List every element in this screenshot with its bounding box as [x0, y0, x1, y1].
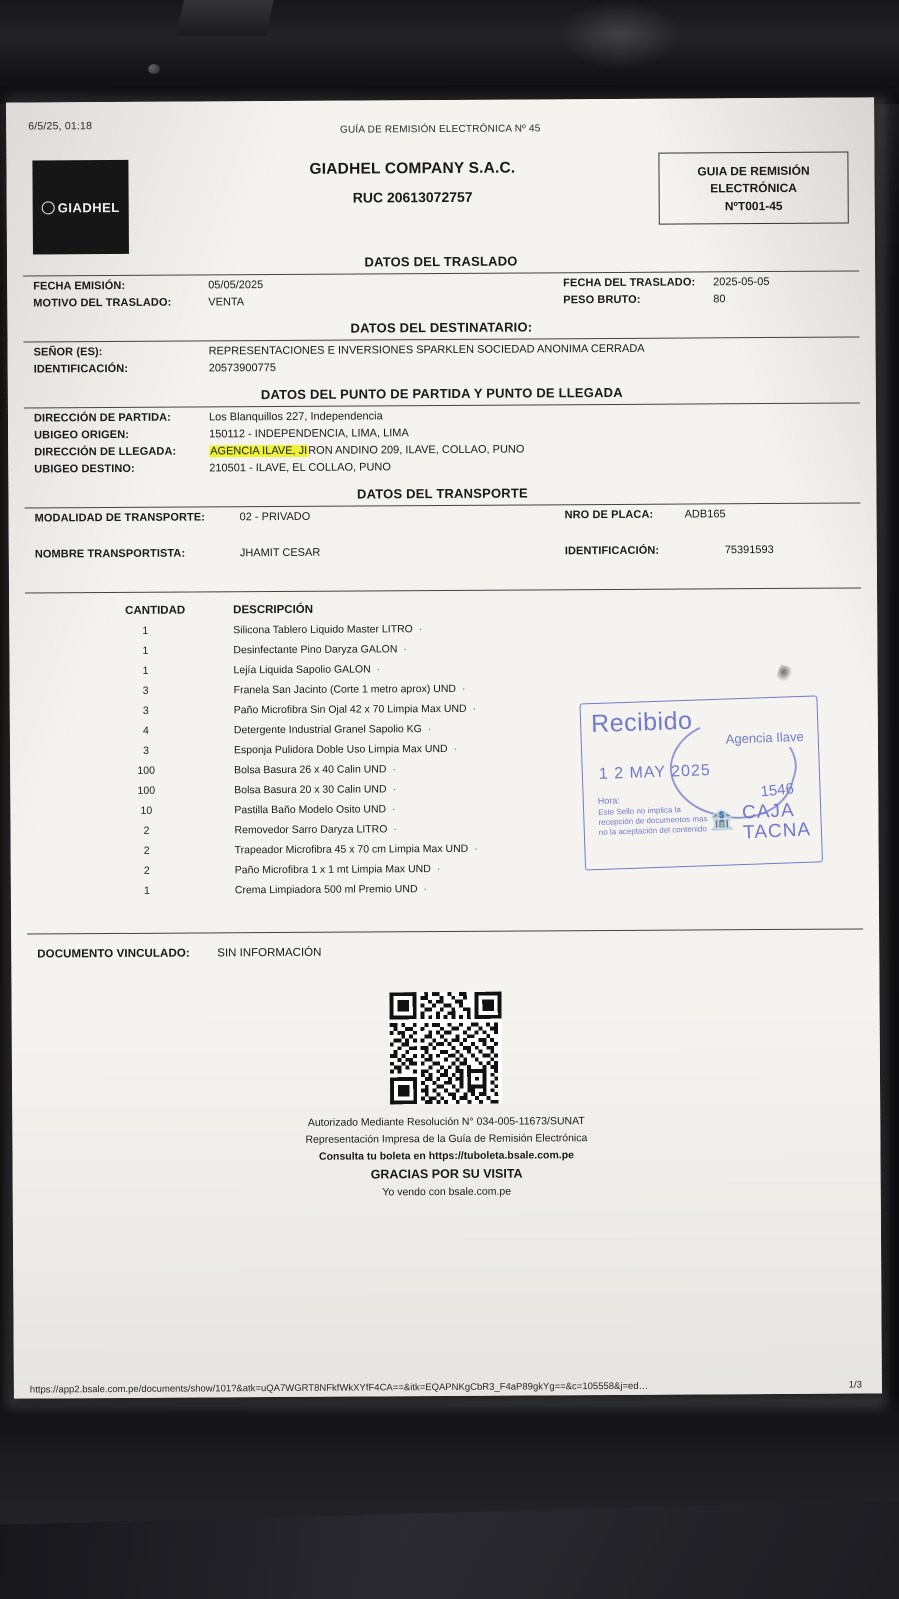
direccion-llegada-highlight: AGENCIA ILAVE, JI — [210, 444, 308, 458]
print-page-title: GUÍA DE REMISIÓN ELECTRÓNICA Nº 45 — [339, 123, 541, 136]
ubigeo-destino-label: UBIGEO DESTINO: — [34, 462, 135, 476]
item-desc: Bolsa Basura 20 x 30 Calin UND · — [234, 783, 396, 796]
footer-bsale: Yo vendo con bsale.com.pe — [382, 1185, 512, 1199]
item-desc: Bolsa Basura 26 x 40 Calin UND · — [234, 763, 396, 776]
items-table — [25, 600, 863, 905]
light-glare — [560, 0, 680, 70]
item-qty: 3 — [142, 704, 149, 717]
fecha-emision-label: FECHA EMISIÓN: — [33, 279, 126, 293]
stamp-title: Recibido — [590, 706, 693, 739]
stamp-handwritten-number: 1546 — [759, 780, 795, 801]
seat-surface — [0, 1399, 899, 1599]
fecha-traslado-value: 2025-05-05 — [713, 276, 770, 289]
item-qty: 100 — [137, 764, 155, 777]
qr-code-wrap — [27, 989, 864, 1106]
item-qty: 1 — [142, 624, 149, 637]
section-title-puntos: DATOS DEL PUNTO DE PARTIDA Y PUNTO DE LLEGADA — [260, 384, 623, 403]
section-title-transporte: DATOS DEL TRANSPORTE — [356, 485, 528, 502]
transportista-value: JHAMIT CESAR — [239, 546, 321, 560]
ubigeo-origen-value: 150112 - INDEPENDENCIA, LIMA, LIMA — [209, 427, 409, 441]
ubigeo-destino-value: 210501 - ILAVE, EL COLLAO, PUNO — [209, 461, 391, 475]
item-desc: Paño Microfibra Sin Ojal 42 x 70 Limpia Max UND · — [234, 703, 476, 716]
footer-representacion: Representación Impresa de la Guía de Remisión Electrónica — [305, 1131, 588, 1146]
item-desc: Crema Limpiadora 500 ml Premio UND · — [235, 883, 427, 896]
transportista-label: NOMBRE TRANSPORTISTA: — [34, 547, 186, 561]
motivo-label: MOTIVO DEL TRASLADO: — [33, 296, 172, 310]
item-desc: Franela San Jacinto (Corte 1 metro aprox) UND · — [234, 683, 466, 696]
col-header-descripcion: DESCRIPCIÓN — [233, 603, 314, 617]
row-transportista — [25, 543, 861, 578]
document-type-box — [658, 152, 848, 225]
peso-bruto-label: PESO BRUTO: — [563, 293, 641, 307]
transportista-identificacion-value: 75391593 — [724, 543, 774, 557]
item-qty: 3 — [142, 684, 149, 697]
item-desc: Lejía Liquida Sapolio GALON · — [233, 663, 380, 676]
placa-value: ADB165 — [684, 508, 726, 521]
company-info — [192, 159, 632, 207]
print-date: 6/5/25, 01:18 — [28, 120, 93, 133]
direccion-llegada-value — [209, 444, 524, 458]
stamp-caja — [742, 800, 812, 843]
company-ruc: RUC 20613072757 — [352, 188, 473, 206]
item-desc: Esponja Pulidora Doble Uso Limpia Max UND · — [234, 743, 457, 756]
item-desc: Desinfectante Pino Daryza GALON · — [233, 643, 407, 656]
modalidad-label: MODALIDAD DE TRANSPORTE: — [34, 511, 206, 525]
item-qty: 10 — [140, 804, 153, 817]
item-desc: Silicona Tablero Liquido Master LITRO · — [233, 623, 422, 636]
col-header-cantidad: CANTIDAD — [125, 604, 186, 617]
document-header — [22, 133, 859, 248]
section-title-traslado: DATOS DEL TRASLADO — [364, 253, 518, 270]
ubigeo-origen-label: UBIGEO ORIGEN: — [34, 428, 130, 442]
document-page — [22, 111, 865, 1203]
documento-vinculado-label: DOCUMENTO VINCULADO: — [37, 947, 190, 961]
item-desc: Paño Microfibra 1 x 1 mt Limpia Max UND · — [235, 863, 441, 876]
divider — [27, 928, 863, 934]
stamp-date: 1 2 MAY 2025 — [598, 762, 712, 783]
print-url: https://app2.bsale.com.pe/documents/show/101?&atk=uQA7WGRT8NFkfWkXYfF4CA==&itk=EQAPNKgCbR3_F4aP89gkYg==&c=105558&j=ed… — [29, 1380, 649, 1396]
motivo-value: VENTA — [208, 296, 245, 309]
printed-document — [6, 97, 882, 1398]
item-qty: 2 — [143, 844, 150, 857]
qr-code — [389, 992, 502, 1105]
direccion-llegada-rest: RON ANDINO 209, ILAVE, COLLAO, PUNO — [308, 443, 525, 457]
doc-type-number: NºT001-45 — [724, 198, 783, 214]
row-documento-vinculado — [27, 943, 863, 968]
section-title-destinatario: DATOS DEL DESTINATARIO: — [350, 319, 533, 336]
item-qty: 100 — [137, 784, 156, 797]
item-desc: Trapeador Microfibra 45 x 70 cm Limpia Max UND · — [235, 843, 478, 856]
logo-text: GIADHEL — [57, 199, 120, 216]
item-qty: 3 — [143, 744, 149, 757]
footer-resolucion: Autorizado Mediante Resolución N° 034-005-11673/SUNAT — [307, 1115, 585, 1129]
item-qty: 1 — [143, 884, 150, 897]
stamp-agency: Agencia Ilave — [725, 728, 804, 747]
item-qty: 4 — [142, 724, 149, 737]
stamp-note: Este Sello no implica la recepción de documentos mas no la aceptación del contenido — [598, 805, 708, 837]
item-desc: Removedor Sarro Daryza LITRO · — [234, 823, 396, 836]
logo-label — [42, 199, 120, 215]
item-qty: 2 — [143, 864, 150, 877]
stamp-caja-line1: CAJA — [741, 799, 796, 824]
logo-circle-icon — [42, 201, 55, 214]
doc-type-line2: ELECTRÓNICA — [710, 181, 797, 196]
modalidad-value: 02 - PRIVADO — [239, 510, 311, 524]
reception-stamp — [579, 695, 823, 870]
peso-bruto-value: 80 — [713, 293, 726, 306]
print-page-number: 1/3 — [848, 1379, 862, 1391]
senor-value: REPRESENTACIONES E INVERSIONES SPARKLEN SOCIEDAD ANONIMA CERRADA — [208, 342, 645, 358]
stamp-hora-label: Hora: — [597, 795, 620, 806]
fecha-emision-value: 05/05/2025 — [208, 279, 264, 292]
documento-vinculado-value: SIN INFORMACIÓN — [217, 946, 322, 960]
bank-icon: 🏦 — [709, 809, 735, 833]
item-qty: 1 — [142, 664, 149, 677]
stamp-caja-line2: TACNA — [742, 819, 812, 844]
identificacion-value: 20573900775 — [208, 362, 277, 375]
senor-label: SEÑOR (ES): — [33, 346, 103, 359]
item-qty: 2 — [143, 824, 150, 837]
footer-gracias: GRACIAS POR SU VISITA — [370, 1166, 523, 1182]
company-logo — [32, 160, 129, 255]
direccion-partida-value: Los Blanquillos 227, Independencia — [208, 410, 383, 424]
identificacion-label: IDENTIFICACIÓN: — [33, 362, 129, 376]
direccion-partida-label: DIRECCIÓN DE PARTIDA: — [33, 411, 171, 425]
item-qty: 1 — [142, 644, 149, 657]
direccion-llegada-label: DIRECCIÓN DE LLEGADA: — [34, 445, 177, 459]
row-modalidad — [25, 507, 861, 534]
transportista-identificacion-label: IDENTIFICACIÓN: — [564, 544, 660, 558]
item-desc: Detergente Industrial Granel Sapolio KG · — [234, 723, 432, 736]
table-row — [27, 880, 863, 905]
dashboard-strip — [0, 0, 899, 104]
fecha-traslado-label: FECHA DEL TRASLADO: — [563, 276, 696, 290]
document-footer — [28, 1111, 865, 1203]
company-name: GIADHEL COMPANY S.A.C. — [309, 159, 516, 178]
footer-consulta: Consulta tu boleta en https://tuboleta.bsale.com.pe — [318, 1148, 574, 1163]
doc-type-line1: GUIA DE REMISIÓN — [697, 163, 810, 179]
placa-label: NRO DE PLACA: — [564, 508, 654, 522]
surface-dot — [148, 64, 160, 74]
divider — [25, 587, 861, 593]
item-desc: Pastilla Baño Modelo Osito UND · — [234, 803, 395, 816]
